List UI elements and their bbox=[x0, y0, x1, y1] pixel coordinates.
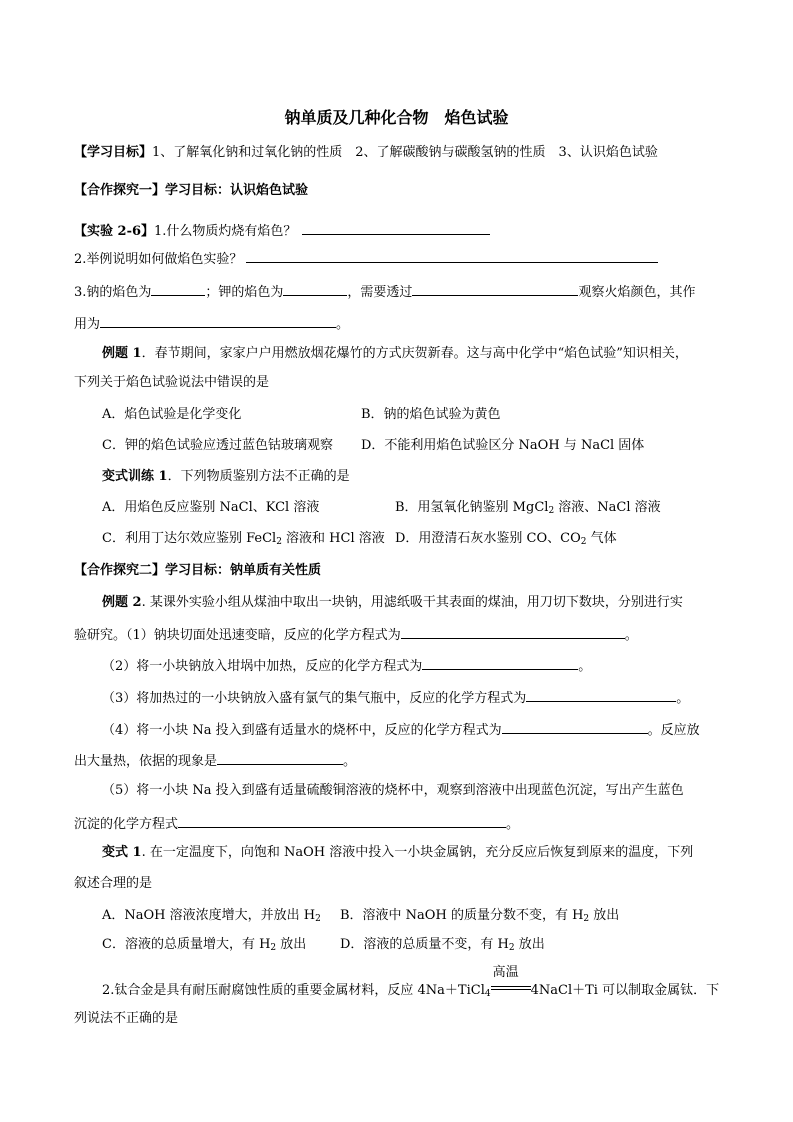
question2-stem bbox=[102, 965, 720, 999]
option-d-text: D．溶液的总质量不变，有 H bbox=[340, 937, 509, 952]
variant1-stem bbox=[102, 470, 350, 483]
option-d[interactable] bbox=[340, 938, 545, 951]
experiment-q3-text: ，需要透过 bbox=[347, 285, 413, 300]
option-c[interactable] bbox=[102, 938, 306, 951]
answer-blank[interactable] bbox=[526, 689, 676, 702]
punctuation: 。 bbox=[578, 659, 592, 674]
reaction-condition: 高温 bbox=[492, 965, 519, 980]
question2-text: 2.钛合金是具有耐压耐腐蚀性质的重要金属材料，反应 4Na＋TiCl bbox=[102, 983, 485, 998]
option-b-text: 放出 bbox=[589, 908, 620, 923]
punctuation: 。 bbox=[336, 317, 350, 332]
punctuation: 。 bbox=[624, 628, 638, 643]
variant2-text: . 在一定温度下，向饱和 NaOH 溶液中投入一小块金属钠，充分反应后恢复到原来的温度，下列 bbox=[141, 845, 694, 860]
example1-stem-cont: 下列关于焰色试验说法中错误的是 bbox=[74, 375, 270, 390]
experiment-q1 bbox=[74, 222, 490, 238]
example2-text: 。反应放 bbox=[647, 723, 700, 738]
answer-blank[interactable] bbox=[412, 283, 578, 296]
question2-stem-cont: 列说法不正确的是 bbox=[74, 1011, 179, 1026]
learning-goals-text: 1、了解氧化钠和过氧化钠的性质 2、了解碳酸钠与碳酸氢钠的性质 3、认识焰色试验 bbox=[152, 145, 658, 160]
experiment-q3-cont bbox=[74, 315, 349, 331]
option-b-text: B．溶液中 NaOH 的质量分数不变，有 H bbox=[340, 908, 584, 923]
learning-goals bbox=[74, 146, 658, 159]
punctuation: 。 bbox=[343, 754, 357, 769]
experiment-q3-text: ；钾的焰色为 bbox=[205, 285, 284, 300]
answer-blank[interactable] bbox=[401, 626, 625, 639]
answer-blank[interactable] bbox=[178, 815, 506, 828]
experiment-q3-text: 用为 bbox=[74, 317, 101, 332]
example2-part5: （5）将一小块 Na 投入到盛有适量硫酸铜溶液的烧杯中，观察到溶液中出现蓝色沉淀，写出产生蓝色 bbox=[102, 783, 684, 798]
variant2-stem-cont: 叙述合理的是 bbox=[74, 876, 153, 891]
punctuation: 。 bbox=[676, 691, 690, 706]
option-a-text: A．NaOH 溶液浓度增大，并放出 H bbox=[102, 908, 316, 923]
option-b[interactable] bbox=[395, 501, 661, 514]
subscript: 2 bbox=[508, 943, 515, 953]
option-c-text: 放出 bbox=[276, 937, 307, 952]
option-b[interactable] bbox=[340, 909, 619, 922]
option-d-text: D．用澄清石灰水鉴别 CO、CO bbox=[395, 531, 581, 546]
option-c[interactable] bbox=[102, 532, 385, 545]
subscript: 2 bbox=[276, 537, 282, 547]
example2-label: 例题 2 bbox=[102, 595, 142, 610]
option-c[interactable]: C．钾的焰色试验应透过蓝色钴玻璃观察 bbox=[102, 438, 333, 453]
variant2-label: 变式 1 bbox=[102, 845, 142, 860]
example2-text: . 某课外实验小组从煤油中取出一块钠，用滤纸吸干其表面的煤油，用刀切下数块，分别进行实 bbox=[141, 595, 683, 610]
answer-blank[interactable] bbox=[422, 657, 578, 670]
variant2-stem bbox=[102, 846, 693, 859]
reaction-condition-arrow bbox=[491, 965, 531, 994]
option-c-text: C．溶液的总质量增大，有 H bbox=[102, 937, 271, 952]
option-d[interactable]: D．不能利用焰色试验区分 NaOH 与 NaCl 固体 bbox=[361, 438, 645, 453]
example2-part5-cont bbox=[74, 815, 519, 831]
page-title: 钠单质及几种化合物 焰色试验 bbox=[284, 108, 509, 127]
experiment-q3-text: 观察火焰颜色，其作 bbox=[578, 285, 696, 300]
option-d-text: 放出 bbox=[514, 937, 545, 952]
learning-goals-label: 【学习目标】 bbox=[74, 145, 153, 160]
variant1-text: ．下列物质鉴别方法不正确的是 bbox=[167, 469, 350, 484]
subscript: 2 bbox=[583, 914, 590, 924]
example1-text: ．春节期间，家家户户用燃放烟花爆竹的方式庆贺新春。这与高中化学中“焰色试验”知识相关， bbox=[141, 346, 688, 361]
subscript: 4 bbox=[484, 989, 491, 999]
answer-blank[interactable] bbox=[100, 315, 336, 328]
example2-part3 bbox=[102, 689, 689, 705]
experiment-q3-text: 3.钠的焰色为 bbox=[74, 285, 152, 300]
experiment-q3 bbox=[74, 283, 695, 299]
section-heading-2: 【合作探究二】学习目标：钠单质有关性质 bbox=[74, 563, 322, 578]
example2-text: 验研究。（1）钠块切面处迅速变暗，反应的化学方程式为 bbox=[74, 628, 401, 643]
example1-stem bbox=[102, 347, 688, 360]
option-d-text: 气体 bbox=[586, 531, 617, 546]
answer-blank[interactable] bbox=[151, 283, 205, 296]
subscript: 2 bbox=[270, 943, 277, 953]
answer-blank[interactable] bbox=[217, 752, 343, 765]
variant1-label: 变式训练 1 bbox=[102, 469, 168, 484]
option-a[interactable]: A．用焰色反应鉴别 NaCl、KCl 溶液 bbox=[102, 500, 320, 515]
option-a[interactable] bbox=[102, 909, 321, 922]
answer-blank[interactable] bbox=[246, 250, 658, 263]
answer-blank[interactable] bbox=[283, 283, 347, 296]
example1-label: 例题 1 bbox=[102, 346, 142, 361]
option-c-text: C．利用丁达尔效应鉴别 FeCl bbox=[102, 531, 277, 546]
example2-part2 bbox=[102, 657, 591, 673]
option-a[interactable]: A．焰色试验是化学变化 bbox=[102, 407, 242, 422]
subscript: 2 bbox=[580, 537, 587, 547]
experiment-q2-text: 2.举例说明如何做焰色实验？ bbox=[74, 252, 243, 267]
example2-text: （4）将一小块 Na 投入到盛有适量水的烧杯中，反应的化学方程式为 bbox=[102, 723, 502, 738]
example2-text: 出大量热，依据的现象是 bbox=[74, 754, 218, 769]
punctuation: 。 bbox=[506, 817, 520, 832]
option-b-text: 溶液、NaCl 溶液 bbox=[554, 500, 661, 515]
option-c-text: 溶液和 HCl 溶液 bbox=[281, 531, 385, 546]
example2-stem bbox=[102, 596, 683, 609]
option-d[interactable] bbox=[395, 532, 617, 545]
example2-text: 沉淀的化学方程式 bbox=[74, 817, 179, 832]
experiment-q1-text: 1.什么物质灼烧有焰色？ bbox=[154, 224, 297, 239]
answer-blank[interactable] bbox=[302, 222, 490, 235]
option-b[interactable]: B．钠的焰色试验为黄色 bbox=[361, 407, 501, 422]
answer-blank[interactable] bbox=[502, 721, 648, 734]
example2-text: （2）将一小块钠放入坩埚中加热，反应的化学方程式为 bbox=[102, 659, 423, 674]
experiment-label: 【实验 2-6】 bbox=[74, 224, 155, 239]
option-b-text: B．用氢氧化钠鉴别 MgCl bbox=[395, 500, 549, 515]
question2-text: 4NaCl＋Ti 可以制取金属钛．下 bbox=[530, 983, 720, 998]
example2-part1 bbox=[74, 626, 638, 642]
experiment-q2 bbox=[74, 250, 658, 266]
example2-part4 bbox=[102, 721, 700, 737]
example2-part4-cont bbox=[74, 752, 356, 768]
section-heading-1: 【合作探究一】学习目标：认识焰色试验 bbox=[74, 183, 309, 198]
subscript: 2 bbox=[315, 914, 321, 924]
example2-text: （3）将加热过的一小块钠放入盛有氯气的集气瓶中，反应的化学方程式为 bbox=[102, 691, 527, 706]
subscript: 2 bbox=[548, 506, 555, 516]
